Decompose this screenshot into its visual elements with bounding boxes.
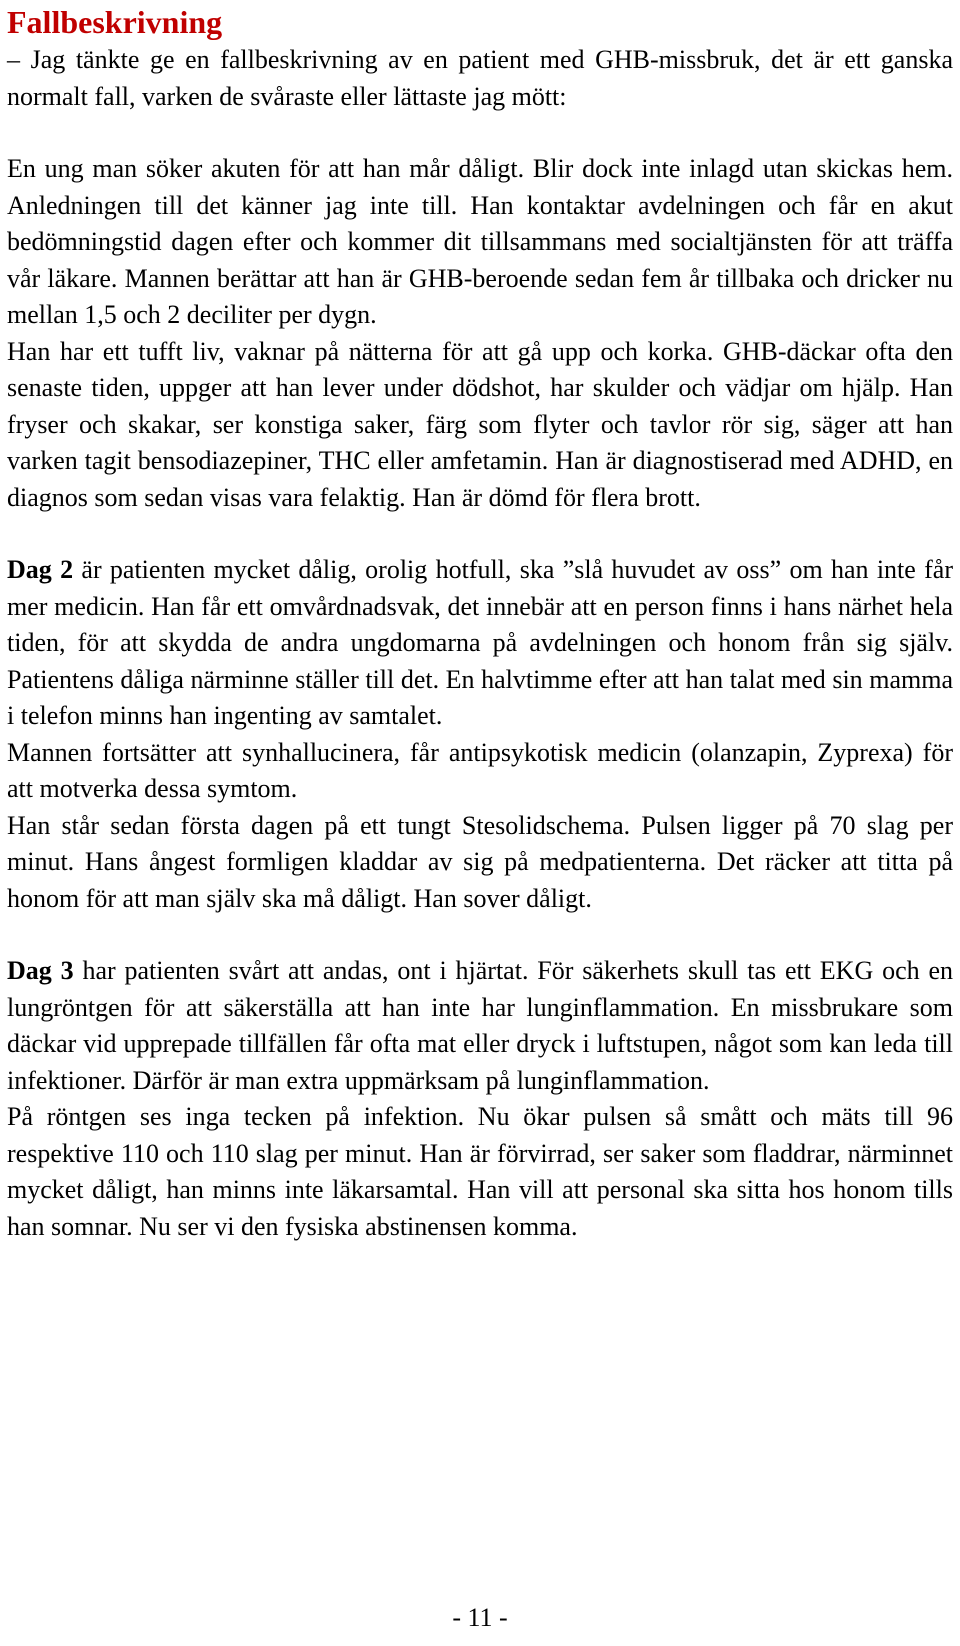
day2-heading: Dag 2 bbox=[7, 555, 74, 584]
day2-paragraph-2: Mannen fortsätter att synhallucinera, får antipsykotisk medicin (olanzapin, Zyprexa) för att motverka dessa symtom. bbox=[7, 737, 953, 803]
case-paragraph-2: Han har ett tufft liv, vaknar på nätterna för att gå upp och korka. GHB-däckar ofta den senaste tiden, uppger att han lever under dödshot, har skulder och vädjar om hjälp. Han fryser och skakar, ser konstiga saker, färg som flyter och tavlor rör sig, säger att han varken tagit bensodiazepiner, THC eller amfetamin. Han är diagnostiserad med ADHD, en diagnos som sedan visas vara felaktig. Han är dömd för flera brott. bbox=[7, 336, 953, 512]
day3-paragraph bbox=[7, 953, 953, 1099]
document-title: Fallbeskrivning bbox=[7, 4, 223, 40]
page-number: - 11 - bbox=[452, 1603, 508, 1632]
day2-paragraph-3: Han står sedan första dagen på ett tungt Stesolidschema. Pulsen ligger på 70 slag per minut. Hans ångest formligen kladdar av sig på medpatienterna. Det räcker att titta på honom för att man själv ska må dåligt. Han sover dåligt. bbox=[7, 810, 953, 913]
case-paragraph: En ung man söker akuten för att han mår dåligt. Blir dock inte inlagd utan skickas hem. Anledningen till det känner jag inte till. Han kontaktar avdelningen och får en akut bedömningstid dagen efter och kommer dit tillsammans med socialtjänsten för att träffa vår läkare. Mannen berättar att han är GHB-beroende sedan fem år tillbaka och dricker nu mellan 1,5 och 2 deciliter per dygn. bbox=[7, 154, 953, 329]
intro-paragraph: – Jag tänkte ge en fallbeskrivning av en patient med GHB-missbruk, det är ett ganska normalt fall, varken de svåraste eller lättaste jag mött: bbox=[7, 45, 953, 111]
document-page bbox=[7, 0, 953, 1245]
day3-text: har patienten svårt att andas, ont i hjärtat. För säkerhets skull tas ett EKG och en lungröntgen för att säkerställa att han inte har lunginflammation. En missbrukare som däckar vid upprepade tillfällen får ofta mat eller dryck i luftstupen, något som kan leda till infektioner. Därför är man extra uppmärksam på lunginflammation. bbox=[7, 956, 953, 1095]
paragraph-spacer bbox=[7, 516, 953, 552]
day2-paragraph bbox=[7, 552, 953, 735]
day3-heading: Dag 3 bbox=[7, 956, 74, 985]
paragraph-spacer bbox=[7, 115, 953, 151]
paragraph-spacer bbox=[7, 917, 953, 953]
day3-paragraph-2: På röntgen ses inga tecken på infektion. Nu ökar pulsen så smått och mäts till 96 respektive 110 och 110 slag per minut. Han är förvirrad, ser saker som fladdrar, närminnet mycket dåligt, han minns inte läkarsamtal. Han vill att personal ska sitta hos honom tills han somnar. Nu ser vi den fysiska abstinensen komma. bbox=[7, 1102, 953, 1241]
day2-text: är patienten mycket dålig, orolig hotfull, ska ”slå huvudet av oss” om han inte får mer medicin. Han får ett omvårdnadsvak, det innebär att en person finns i hans närhet hela tiden, för att skydda de andra ungdomarna på avdelningen och honom från sig själv. Patientens dåliga närminne ställer till det. En halvtimme efter att han talat med sin mamma i telefon minns han ingenting av samtalet. bbox=[7, 555, 953, 730]
